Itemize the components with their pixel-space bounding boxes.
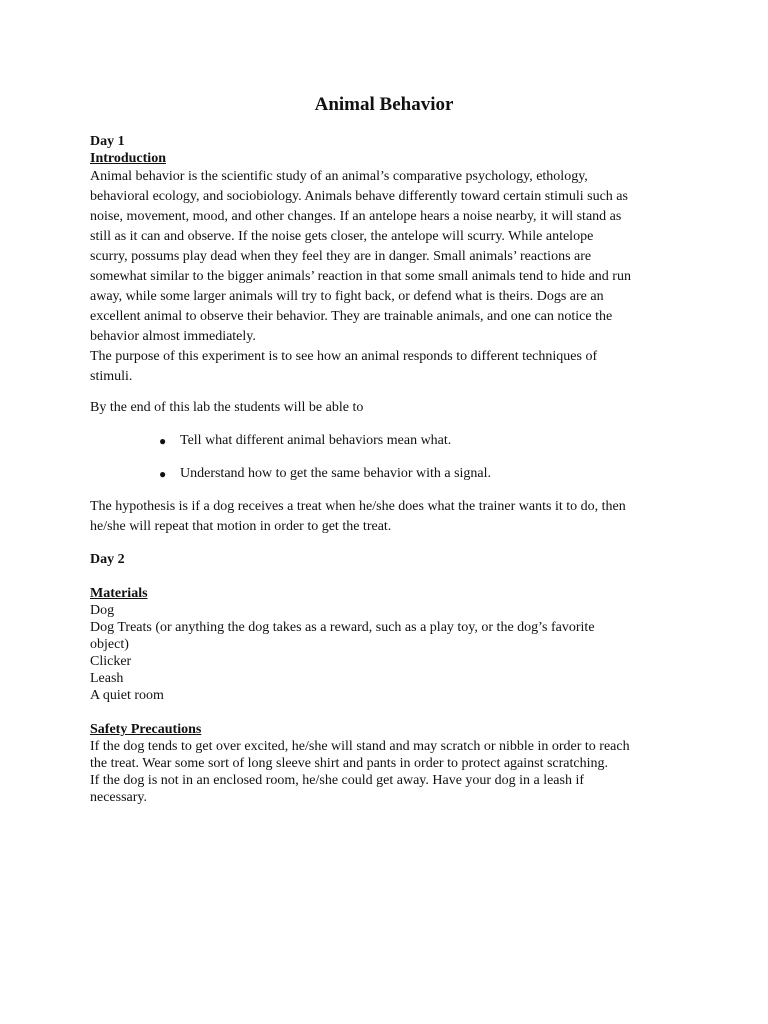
material-item: Dog Treats (or anything the dog takes as a reward, such as a play toy, or the dog’s favorite <box>90 620 595 635</box>
materials-heading: Materials <box>90 586 148 601</box>
purpose-line: The purpose of this experiment is to see how an animal responds to different techniques of <box>90 349 598 364</box>
hypothesis-paragraph <box>90 497 690 537</box>
hypothesis-line: he/she will repeat that motion in order to get the treat. <box>90 519 392 534</box>
material-item: Leash <box>90 671 124 686</box>
introduction-line: excellent animal to observe their behavior. They are trainable animals, and one can notice the <box>90 309 613 324</box>
bullet-icon: ● <box>159 434 167 448</box>
objectives-intro: By the end of this lab the students will be able to <box>90 400 364 415</box>
safety-precautions-paragraph <box>90 738 690 806</box>
objective-item <box>90 464 690 484</box>
introduction-line: noise, movement, mood, and other changes. If an antelope hears a noise nearby, it will stand as <box>90 209 622 224</box>
bullet-icon: ● <box>159 467 167 481</box>
safety-line: If the dog tends to get over excited, he/she will stand and may scratch or nibble in order to reach <box>90 739 630 754</box>
day-1-heading: Day 1 <box>90 134 125 149</box>
objectives-list <box>90 431 690 484</box>
introduction-paragraph <box>90 167 690 347</box>
objective-text: Understand how to get the same behavior with a signal. <box>180 466 492 481</box>
introduction-heading: Introduction <box>90 151 166 166</box>
introduction-line: away, while some larger animals will try to fight back, or defend what is theirs. Dogs are an <box>90 289 604 304</box>
day-2-heading: Day 2 <box>90 552 125 567</box>
document-title: Animal Behavior <box>314 94 454 115</box>
introduction-line: behavior almost immediately. <box>90 329 256 344</box>
introduction-line: scurry, possums play dead when they feel they are in danger. Small animals’ reactions are <box>90 249 592 264</box>
objective-item <box>90 431 690 451</box>
objective-text: Tell what different animal behaviors mean what. <box>180 433 452 448</box>
document-body <box>90 133 690 806</box>
purpose-paragraph <box>90 347 690 387</box>
hypothesis-line: The hypothesis is if a dog receives a treat when he/she does what the trainer wants it to do, then <box>90 499 626 514</box>
material-item: A quiet room <box>90 688 164 703</box>
purpose-line: stimuli. <box>90 369 133 384</box>
introduction-line: behavioral ecology, and sociobiology. Animals behave differently toward certain stimuli such as <box>90 189 628 204</box>
introduction-line: somewhat similar to the bigger animals’ reaction in that some small animals tend to hide and run <box>90 269 631 284</box>
materials-list <box>90 602 690 704</box>
safety-line: necessary. <box>90 790 148 805</box>
safety-line: If the dog is not in an enclosed room, he/she could get away. Have your dog in a leash if <box>90 773 585 788</box>
introduction-line: Animal behavior is the scientific study of an animal’s comparative psychology, ethology, <box>90 169 588 184</box>
safety-line: the treat. Wear some sort of long sleeve shirt and pants in order to protect against scratching. <box>90 756 609 771</box>
material-item: object) <box>90 637 129 652</box>
safety-precautions-heading: Safety Precautions <box>90 722 202 737</box>
material-item: Dog <box>90 603 115 618</box>
introduction-line: still as it can and observe. If the noise gets closer, the antelope will scurry. While antelope <box>90 229 594 244</box>
material-item: Clicker <box>90 654 132 669</box>
